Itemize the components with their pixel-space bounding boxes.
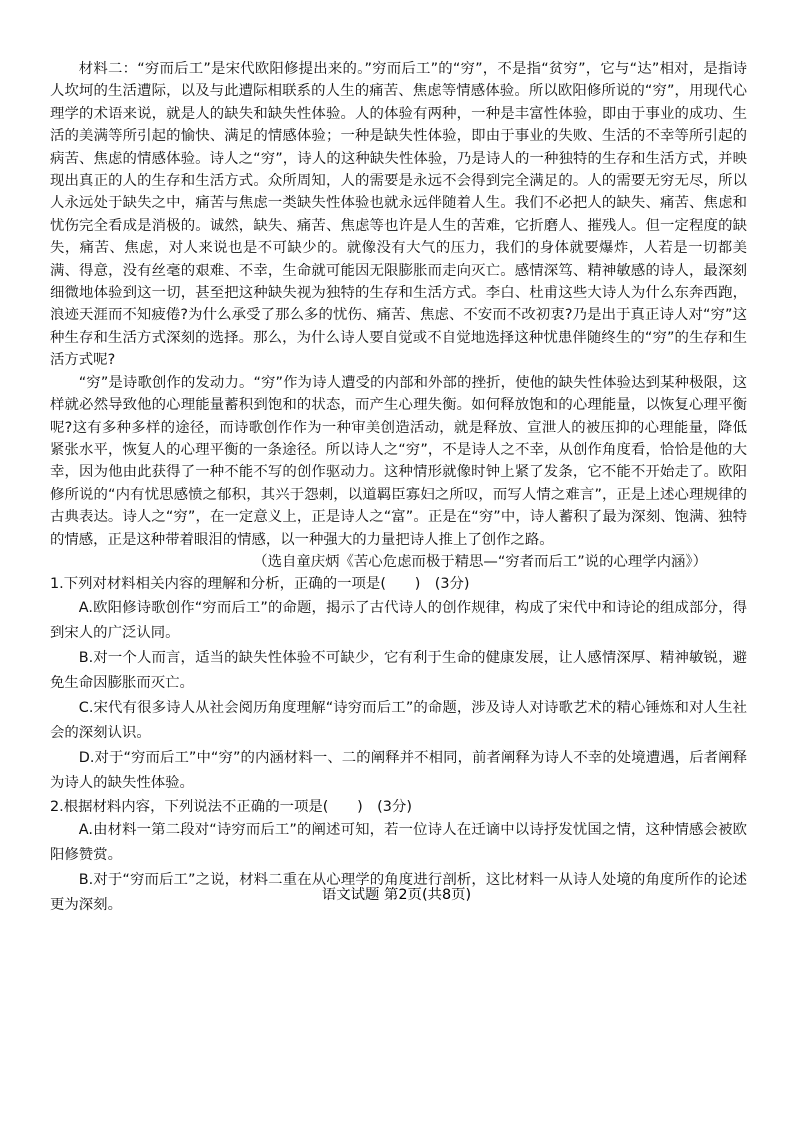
- question-2-option-b: B.对于“穷而后工”之说，材料二重在从心理学的角度进行剖析，这比材料一从诗人处境的角度所作的论述更为深刻。: [50, 872, 747, 914]
- question-1: [50, 573, 747, 795]
- question-1-option-c: C.宋代有很多诗人从社会阅历角度理解“诗穷而后工”的命题，涉及诗人对诗歌艺术的精心锤炼和对人生社会的深刻认识。: [50, 699, 747, 741]
- question-1-option-d: D.对于“穷而后工”中“穷”的内涵材料一、二的阐释并不相同，前者阐释为诗人不幸的处境遭遇，后者阐释为诗人的缺失性体验。: [50, 749, 747, 791]
- question-1-stem: 1.下列对材料相关内容的理解和分析，正确的一项是( ) (3分): [50, 576, 470, 593]
- question-2-stem: 2.根据材料内容，下列说法不正确的一项是( ) (3分): [50, 798, 412, 815]
- material-two-paragraph-2: “穷”是诗歌创作的发动力。“穷”作为诗人遭受的内部和外部的挫折，使他的缺失性体验达到某种极限，这样就必然导致他的心理能量蓄积到饱和的状态，而产生心理失衡。如何释放饱和的心理能量，以恢复心理平衡呢?这有多种多样的途径，而诗歌创作作为一种审美创造活动，就是释放、宣泄人的被压抑的心理能量，降低紧张水平，恢复人的心理平衡的一条途径。所以诗人之“穷”，不是诗人之不幸，从创作角度看，恰恰是他的大幸，因为他由此获得了一种不能不写的创作驱动力。这种情形就像时钟上紧了发条，它不能不开始走了。欧阳修所说的“内有忧思感愤之郁积，其兴于怨刺，以道羁臣寡妇之所叹，而写人情之难言”，正是上述心理规律的古典表达。诗人之“穷”，在一定意义上，正是诗人之“富”。正是在“穷”中，诗人蓄积了最为深刻、饱满、独特的情感，正是这种带着眼泪的情感，以一种强大的力量把诗人推上了创作之路。: [50, 374, 747, 548]
- material-two-paragraph-1: 材料二：“穷而后工”是宋代欧阳修提出来的。”穷而后工”的“穷”，不是指“贫穷”，它与“达”相对，是指诗人坎坷的生活遭际，以及与此遭际相联系的人生的痛苦、焦虑等情感体验。所以欧阳修所说的“穷”，用现代心理学的术语来说，就是人的缺失和缺失性体验。人的体验有两种，一种是丰富性体验，即由于事业的成功、生活的美满等所引起的愉快、满足的情感体验；一种是缺失性体验，即由于事业的失败、生活的不幸等所引起的病苦、焦虑的情感体验。诗人之“穷”，诗人的这种缺失性体验，乃是诗人的一种独特的生存和生活方式，并映现出真正的人的生存和生活方式。众所周知，人的需要是永远不会得到完全满足的。人的需要无穷无尽，所以人永远处于缺失之中，痛苦与焦虑一类缺失性体验也就永远伴随着人生。我们不必把人的缺失、痛苦、焦虑和忧伤完全看成是消极的。诚然，缺失、痛苦、焦虑等也许是人生的苦难，它折磨人、摧残人。但一定程度的缺失，痛苦、焦虑，对人来说也是不可缺少的。就像没有大气的压力，我们的身体就要爆炸，人若是一切都美满、得意，没有丝毫的艰难、不幸，生命就可能因无限膨胀而走向灭亡。感情深笃、精神敏感的诗人，最深刻细微地体验到这一切，甚至把这种缺失视为独特的生存和生活方式。李白、杜甫这些大诗人为什么东奔西跑，浪迹天涯而不知疲倦?为什么承受了那么多的忧伤、痛苦、焦虑、不安而不改初衷?乃是出于真正诗人对“穷”这种生存和生活方式深刻的选择。那么，为什么诗人要自觉或不自觉地选择这种忧患伴随终生的“穷”的生存和生活方式呢?: [50, 61, 747, 369]
- question-1-option-a: A.欧阳修诗歌创作“穷而后工”的命题，揭示了古代诗人的创作规律，构成了宋代中和诗论的组成部分，得到宋人的广泛认同。: [50, 599, 747, 641]
- question-2-option-a: A.由材料一第二段对“诗穷而后工”的阐述可知，若一位诗人在迁谪中以诗抒发忧国之情，这种情感会被欧阳修赞赏。: [50, 822, 747, 864]
- material-source-citation: （选自童庆炳《苦心危虑而极于精思—“穷者而后工”说的心理学内涵》）: [253, 553, 707, 570]
- page-footer: 语文试题 第2页(共8页): [321, 887, 472, 903]
- question-1-option-b: B.对一个人而言，适当的缺失性体验不可缺少，它有利于生命的健康发展，让人感情深厚、精神敏锐，避免生命因膨胀而灭亡。: [50, 649, 747, 691]
